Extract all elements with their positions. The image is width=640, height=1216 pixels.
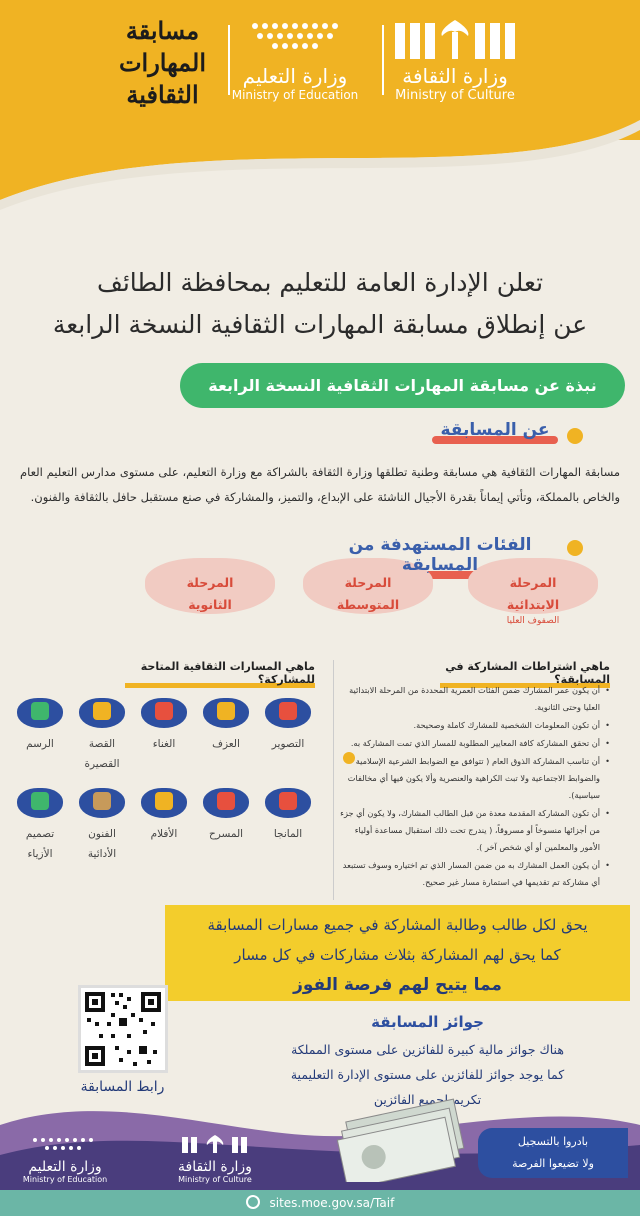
page-title: تعلن الإدارة العامة للتعليم بمحافظة الطائف عن إنطلاق مسابقة المهارات الثقافية النسخة الرابعة [52,268,588,339]
competition-logo: مسابقة المهارات الثقافية [118,16,207,109]
ministry-culture-logo: وزارة الثقافة Ministry of Culture [380,18,530,108]
edu-dots-icon [30,1135,100,1155]
money-illustration [330,1090,480,1182]
stage-primary: المرحلة الابتدائية الصفوف العليا [478,572,588,642]
footer-bar [0,1190,640,1216]
track-manga: المانجا [260,788,316,844]
guitar-icon [203,698,249,728]
participation-notice: يحق لكل طالب وطالبة المشاركة في جميع مسارات المسابقة كما يحق لهم المشاركة بثلاث مشاركات في كل مسار مما يتيح لهم فرصة الفوز [165,905,630,1001]
track-performing-arts: الفنون الأدائية [74,788,130,864]
track-photography: التصوير [260,698,316,754]
list-item: • أن تحقق المشاركة كافة المعايير المطلوبة للمسار الذي تمت المشاركة به. [340,735,610,752]
bottom-culture-logo: وزارة الثقافة Ministry of Culture [160,1135,270,1184]
manga-icon [265,788,311,818]
track-drawing: الرسم [12,698,68,754]
list-item: • أن تكون المعلومات الشخصية للمشارك كاملة وصحيحة. [340,717,610,734]
stage-secondary: المرحلة الثانوية [155,572,265,642]
stage-intermediate: المرحلة المتوسطة [313,572,423,642]
masks-icon [203,788,249,818]
sewing-icon [17,788,63,818]
track-short-story: القصة القصيرة [74,698,130,774]
divider [333,660,334,900]
conditions-list [340,682,610,892]
footer-url[interactable]: sites.moe.gov.sa/Taif [269,1196,395,1210]
bottom-edu-logo: وزارة التعليم Ministry of Education [10,1135,120,1184]
about-text: مسابقة المهارات الثقافية هي مسابقة وطنية تطلقها وزارة الثقافة بالشراكة مع وزارة التعليم، على مستوى مدارس التعليم العام والخاص بالمملكة، وتأتي إيماناً بقدرة الأجيال الناشئة على الإبداع، والتميز، والمشاركة في صنع مستقبل حافل بالثقافة والفنون. [20,465,620,504]
qr-pattern [81,988,165,1070]
header-wave [0,100,640,210]
smile-icon [567,428,583,444]
globe-icon [246,1195,260,1209]
categories-heading: الفئات المستهدفة من المسابقة [335,535,545,575]
smile-icon [567,540,583,556]
microphone-icon [141,698,187,728]
books-icon [79,698,125,728]
prizes-section: جوائز المسابقة هناك جوائز مالية كبيرة للفائزين على مستوى المملكة كما يوجد جوائز للفائزين على مستوى الإدارة التعليمية تكريم لجميع الفائزين [290,1013,565,1107]
list-item: • أن يكون العمل المشارك به من ضمن المسار الذي تم اختياره وسوف تستبعد أي مشاركة تم تقديمها في استمارة مسار غير صحيح. [340,857,610,891]
camera-icon [265,698,311,728]
track-fashion-design: تصميم الأزياء [12,788,68,864]
tracks-heading: ماهي المسارات الثقافية المتاحة للمشاركة؟ [125,660,315,686]
culture-palm-icon [180,1135,250,1155]
list-item: • أن يكون عمر المشارك ضمن الفئات العمرية المحددة من المرحلة الابتدائية العليا وحتى الثانوية. [340,682,610,716]
qr-label: رابط المسابقة [80,1079,165,1095]
track-theater: المسرح [198,788,254,844]
list-item: • أن تكون المشاركة المقدمة معدة من قبل الطالب المشارك، ولا يكون أي جزء من أجزائها منسوخاً أو مسروقاً، ( يندرج تحت ذلك استقبال مساعدة أولياء الأمور والمعلمين أو أي شخص آخر ). [340,805,610,856]
register-button[interactable]: بادروا بالتسجيل ولا تضيعوا الفرصة [478,1128,628,1178]
track-singing: الغناء [136,698,192,754]
culture-palm-icon [390,18,520,62]
list-item: • أن تناسب المشاركة الذوق العام ( تتوافق مع الضوابط الشرعية الإسلامية والضوابط الاجتماعية ولا تبث الكراهية والعنصرية وألا يكون فيها أي مخالفات سياسية). [340,753,610,804]
edu-dots-icon [235,18,355,58]
about-banner: نبذة عن مسابقة المهارات الثقافية النسخة الرابعة [180,363,625,408]
film-icon [141,788,187,818]
stage-icon [79,788,125,818]
track-music: العزف [198,698,254,754]
about-heading: عن المسابقة [440,420,550,440]
palette-icon [17,698,63,728]
ministry-education-logo: وزارة التعليم Ministry of Education [220,18,370,108]
conditions-heading: ماهي اشتراطات المشاركة في المسابقة؟ [440,660,610,686]
qr-code[interactable] [78,985,168,1073]
track-films: الأفلام [136,788,192,844]
bottom-logos [0,1130,300,1190]
